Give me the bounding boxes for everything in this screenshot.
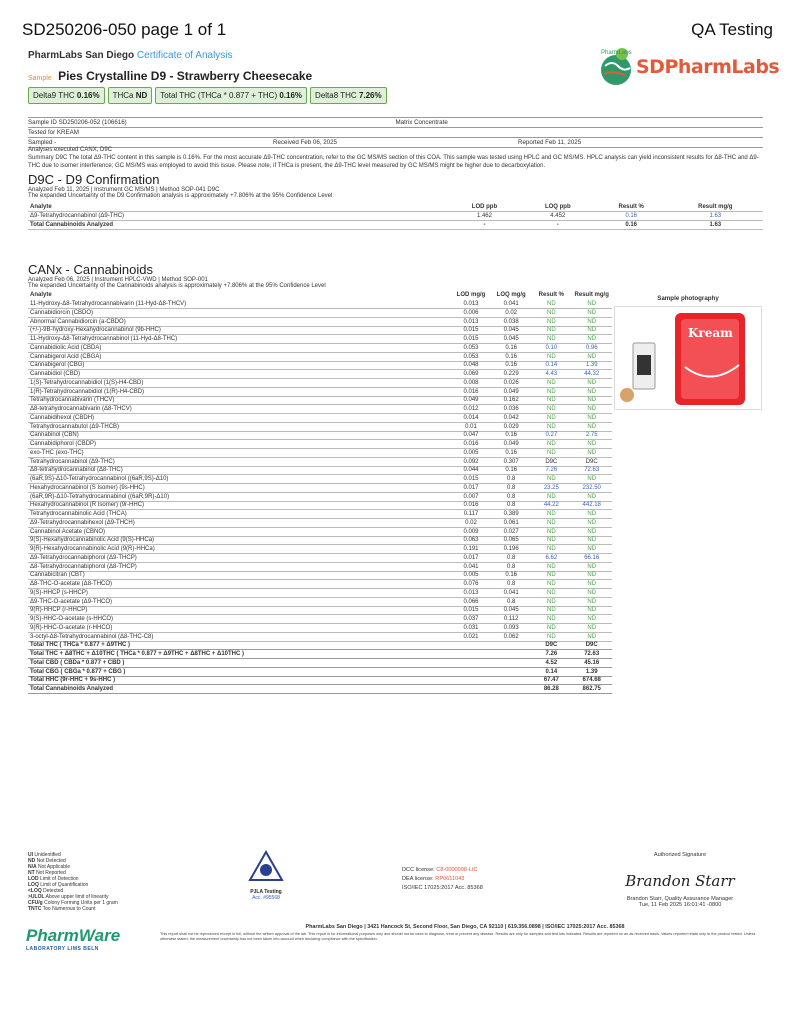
globe-icon bbox=[596, 46, 638, 88]
table-row: 9(R)-HHCP (r-HHCP) 0.015 0.045 ND ND bbox=[28, 606, 612, 615]
canx-analyzed: Analyzed Feb 06, 2025 | Instrument HPLC-VWD | Method SOP-001 bbox=[28, 277, 208, 283]
table-row: Cannabinol (CBN) 0.047 0.16 0.27 2.75 bbox=[28, 431, 612, 440]
lab-logo bbox=[596, 46, 780, 88]
total-row: Total Cannabinoids Analyzed 86.28 862.75 bbox=[28, 685, 612, 694]
total-row: Total CBG ( CBGa * 0.877 + CBG ) 0.14 1.39 bbox=[28, 667, 612, 676]
pjla-acc: Acc. #95568 bbox=[252, 895, 280, 901]
canx-uncertainty: The expanded Uncertainty of the Cannabinoids analysis is approximately +7.806% at the 95% Confidence Level bbox=[28, 283, 326, 289]
badge-delta8: Delta8 THC 7.26% bbox=[310, 87, 387, 104]
signer: Brandon Starr, Quality Assurance Manager bbox=[626, 896, 734, 902]
pharmware-logo bbox=[26, 926, 146, 952]
badge-total-thc: Total THC (THCa * 0.877 + THC) 0.16% bbox=[155, 87, 307, 104]
pjla-icon bbox=[246, 850, 286, 884]
table-row: (6aR,9R)-Δ10-Tetrahydrocannabinol ((6aR,9R)-Δ10) 0.007 0.8 ND ND bbox=[28, 492, 612, 501]
table-row: (+/-)-9B-hydroxy-Hexahydrocannabinol (9b-HHC) 0.015 0.045 ND ND bbox=[28, 326, 612, 335]
badge-delta9: Delta9 THC 0.16% bbox=[28, 87, 105, 104]
summary-block bbox=[28, 146, 763, 170]
total-row: Total HHC (9r-HHC + 9s-HHC ) 67.47 674.68 bbox=[28, 676, 612, 685]
table-row: 3-octyl-Δ8-Tetrahydrocannabinol (Δ8-THC-C8) 0.021 0.062 ND ND bbox=[28, 632, 612, 641]
pjla-label: PJLA Testing bbox=[250, 889, 282, 895]
d9c-row: Δ9-Tetrahydrocannabinol (Δ9-THC) 1.462 4.452 0.16 1.63 bbox=[28, 212, 763, 221]
table-row: 9(R)-Hexahydrocannabinolic Acid (9(R)-HHCa) 0.191 0.196 ND ND bbox=[28, 545, 612, 554]
badge-thca: THCa ND bbox=[108, 87, 153, 104]
table-row: 1(R)-Tetrahydrocannabidiol (1(R)-H4-CBD) 0.016 0.049 ND ND bbox=[28, 387, 612, 396]
table-row: 9(S)-HHC-O-acetate (s-HHCO) 0.037 0.112 ND ND bbox=[28, 615, 612, 624]
sig-date: Tue, 11 Feb 2025 16:01:41 -0800 bbox=[638, 902, 722, 908]
table-row: Δ8-tetrahydrocannabinol (Δ8-THC) 0.044 0.16 7.26 72.63 bbox=[28, 466, 612, 475]
reported: Reported Feb 11, 2025 bbox=[518, 139, 582, 146]
sampled: Sampled - bbox=[28, 139, 57, 146]
d9c-table bbox=[28, 203, 763, 230]
report-type: QA Testing bbox=[691, 20, 773, 39]
total-row: Total THC + Δ8THC + Δ10THC ( THCa * 0.877 + Δ9THC + Δ8THC + Δ10THC ) 7.26 72.63 bbox=[28, 650, 612, 659]
table-row: Cannabicitran (CBT) 0.005 0.16 ND ND bbox=[28, 571, 612, 580]
footer-legend bbox=[28, 852, 118, 912]
table-row: Abnormal Cannabidiorcin (a-CBDO) 0.013 0.038 ND ND bbox=[28, 317, 612, 326]
sample-info bbox=[28, 117, 763, 148]
sig-label: Authorized Signature bbox=[653, 852, 707, 858]
disclaimer: This report shall not be reproduced except in full, without the written approval of the lab. This report is for informational purposes only and should not be used to diagnose, treat or prevent any disease. Results are only for samples and test lots indicated. Results are reported on an as-received basis. Values reported relate only to the product tested. Unless otherwise stated, the measurement uncertainty has not been taken into account when declaring compliance with the specification. bbox=[160, 932, 756, 941]
photo-label: Sample photography bbox=[657, 295, 719, 302]
table-row: Tetrahydrocannabinolic Acid (THCA) 0.117 0.389 ND ND bbox=[28, 510, 612, 519]
dcc-license: C8-0000098-LIC bbox=[436, 867, 478, 873]
table-row: Δ9-Tetrahydrocannabiphorol (Δ9-THCP) 0.017 0.8 6.62 66.16 bbox=[28, 554, 612, 563]
table-row: (6aR,9S)-Δ10-Tetrahydrocannabinol ((6aR,9S)-Δ10) 0.015 0.8 ND ND bbox=[28, 475, 612, 484]
table-row: Cannabinol Acetate (CBNO) 0.009 0.027 ND ND bbox=[28, 527, 612, 536]
legend-item: LOD Limit of Detection bbox=[28, 876, 79, 882]
matrix: Matrix Concentrate bbox=[395, 119, 448, 126]
d9c-section bbox=[28, 172, 763, 230]
table-row: Cannabigerol (CBG) 0.048 0.16 0.14 1.39 bbox=[28, 361, 612, 370]
table-row: 1(S)-Tetrahydrocannabidiol (1(S)-H4-CBD) 0.008 0.026 ND ND bbox=[28, 379, 612, 388]
table-row: Δ8-Tetrahydrocannabiphorol (Δ8-THCP) 0.041 0.8 ND ND bbox=[28, 562, 612, 571]
svg-text:Kream: Kream bbox=[688, 326, 733, 340]
d9c-title: D9C - D9 Confirmation bbox=[28, 172, 160, 187]
licenses: DCC license: C8-0000098-LIC DEA license: RP0611043 ISO/IEC 17025:2017 Acc. 85368 bbox=[402, 867, 483, 891]
report-id: SD250206-050 page 1 of 1 bbox=[22, 20, 227, 39]
table-row: Cannabigerol Acid (CBGA) 0.053 0.16 ND ND bbox=[28, 352, 612, 361]
table-row: Cannabidiphorol (CBDP) 0.016 0.049 ND ND bbox=[28, 440, 612, 449]
signature: Brandon Starr bbox=[625, 872, 735, 890]
canx-title: CANx - Cannabinoids bbox=[28, 262, 154, 277]
d9c-analyzed: Analyzed Feb 11, 2025 | Instrument GC MS/MS | Method SOP-041 D9C bbox=[28, 187, 220, 193]
total-row: Total CBD ( CBDa * 0.877 + CBD ) 4.52 45.16 bbox=[28, 659, 612, 668]
pharmware-sub: LABORATORY LIMS BELN bbox=[26, 946, 99, 952]
lab-line bbox=[28, 50, 233, 61]
table-row: Tetrahydrocannabivarin (THCV) 0.049 0.162 ND ND bbox=[28, 396, 612, 405]
logo-text: SDPharmLabs bbox=[636, 56, 780, 78]
table-row: Δ8-tetrahydrocannabivarin (Δ8-THCV) 0.012 0.036 ND ND bbox=[28, 405, 612, 414]
legend-item: >ULOL Above upper limit of linearity bbox=[28, 894, 109, 900]
pjla-logo bbox=[236, 850, 296, 901]
lab-address: PharmLabs San Diego | 3421 Hancock St, Second Floor, San Diego, CA 92110 | 619.356.0898 | ISO/IEC 17025:2017 Acc. 85368 bbox=[305, 924, 625, 930]
canx-header-row: Analyte LOD mg/g LOQ mg/g Result % Result mg/g bbox=[30, 292, 609, 299]
table-row: Δ8-THC-O-acetate (Δ8-THCO) 0.076 0.8 ND ND bbox=[28, 580, 612, 589]
d9c-header-row: Analyte LOD ppb LOQ ppb Result % Result mg/g bbox=[28, 203, 763, 212]
iso-accreditation: ISO/IEC 17025:2017 Acc. 85368 bbox=[402, 885, 483, 891]
analyses-executed: Analyses executed CANX, D9C bbox=[28, 147, 113, 153]
table-row: 9(S)-HHCP (s-HHCP) 0.013 0.041 ND ND bbox=[28, 589, 612, 598]
table-row: Cannabidihexol (CBDH) 0.014 0.042 ND ND bbox=[28, 414, 612, 423]
result-badges bbox=[28, 87, 387, 104]
legend-item: ND Not Detected bbox=[28, 858, 66, 864]
product-image bbox=[615, 307, 763, 411]
table-row: Δ9-Tetrahydrocannabihexol (Δ9-THCH) 0.02 0.061 ND ND bbox=[28, 519, 612, 528]
legend-item: N/A Not Applicable bbox=[28, 864, 70, 870]
table-row: Cannabidiorcin (CBDO) 0.006 0.02 ND ND bbox=[28, 309, 612, 318]
table-row: Hexahydrocannabinol (R Isomer) (9r-HHC) 0.016 0.8 44.22 442.18 bbox=[28, 501, 612, 510]
table-row: Tetrahydrocannabinol (Δ9-THC) 0.092 0.307 D9C D9C bbox=[28, 457, 612, 466]
signature-block bbox=[600, 852, 760, 908]
legend-item: UI Unidentified bbox=[28, 852, 61, 858]
received: Received Feb 06, 2025 bbox=[273, 139, 337, 146]
legend-item: CFU/g Colony Forming Units per 1 gram bbox=[28, 900, 118, 906]
d9c-uncertainty: The expanded Uncertainty of the D9 Confirmation analysis is approximately +7.806% at the 95% Confidence Level bbox=[28, 193, 333, 199]
canx-table bbox=[28, 291, 612, 694]
table-row: Δ9-THC-O-acetate (Δ9-THCO) 0.066 0.8 ND ND bbox=[28, 597, 612, 606]
sample-prefix: Sample bbox=[28, 75, 52, 82]
table-row: 11-Hydroxy-Δ8-Tetrahydrocannabivarin (11-Hyd-Δ8-THCV) 0.013 0.041 ND ND bbox=[28, 300, 612, 309]
table-row: Cannabidiolic Acid (CBDA) 0.053 0.16 0.10 0.96 bbox=[28, 344, 612, 353]
sample-line bbox=[28, 69, 312, 83]
table-row: 9(S)-Hexahydrocannabinolic Acid (9(S)-HHCa) 0.063 0.065 ND ND bbox=[28, 536, 612, 545]
summary-text: Summary D9C The total Δ9-THC content in this sample is 0.16%. For the most accurate Δ9-THC concentration, refer to the GC MS/MS section of this COA. This sample was tested using HPLC and GC MS/MS. HPLC analysis can yield inconsistent results for Δ8-THC and Δ9-THC due to isomer interference; GC MS/MS was employed to avoid this issue. Please note, if THCa is present, the Δ9-THC level measured by GC MS/MS might be higher due to decarboxylation. bbox=[28, 155, 759, 169]
pharmware-name: PharmWare bbox=[26, 926, 121, 945]
legend-item: <LOQ Detected bbox=[28, 888, 64, 894]
dea-license: RP0611043 bbox=[435, 876, 465, 882]
legend-item: TNTC Too Numerous to Count bbox=[28, 906, 96, 912]
table-row: Tetrahydrocannabutol (Δ9-THCB) 0.01 0.029 ND ND bbox=[28, 422, 612, 431]
sample-id: Sample ID SD250206-052 (106616) bbox=[28, 119, 127, 126]
table-row: 11-Hydroxy-Δ8-Tetrahydrocannabinol (11-Hyd-Δ8-THC) 0.015 0.045 ND ND bbox=[28, 335, 612, 344]
total-row: Total THC ( THCa * 0.877 + Δ9THC ) D9C D9C bbox=[28, 641, 612, 650]
svg-text:PharmLabs: PharmLabs bbox=[601, 50, 632, 56]
table-row: Cannabidiol (CBD) 0.069 0.229 4.43 44.32 bbox=[28, 370, 612, 379]
lab-name: PharmLabs San Diego bbox=[28, 50, 135, 61]
table-row: 9(R)-HHC-O-acetate (r-HHCO) 0.031 0.093 ND ND bbox=[28, 624, 612, 633]
sample-name: Pies Crystalline D9 - Strawberry Cheesecake bbox=[58, 69, 313, 83]
d9c-row: Total Cannabinoids Analyzed - - 0.16 1.63 bbox=[28, 221, 763, 230]
sample-photo bbox=[614, 306, 762, 410]
legend-item: LOQ Limit of Quantification bbox=[28, 882, 89, 888]
tested-for: Tested for KREAM bbox=[28, 129, 79, 136]
table-row: Hexahydrocannabinol (S Isomer) (9s-HHC) 0.017 0.8 23.25 232.50 bbox=[28, 484, 612, 493]
table-row: exo-THC (exo-THC) 0.005 0.16 ND ND bbox=[28, 449, 612, 458]
legend-item: NT Not Reported bbox=[28, 870, 66, 876]
doc-type: Certificate of Analysis bbox=[136, 50, 233, 61]
